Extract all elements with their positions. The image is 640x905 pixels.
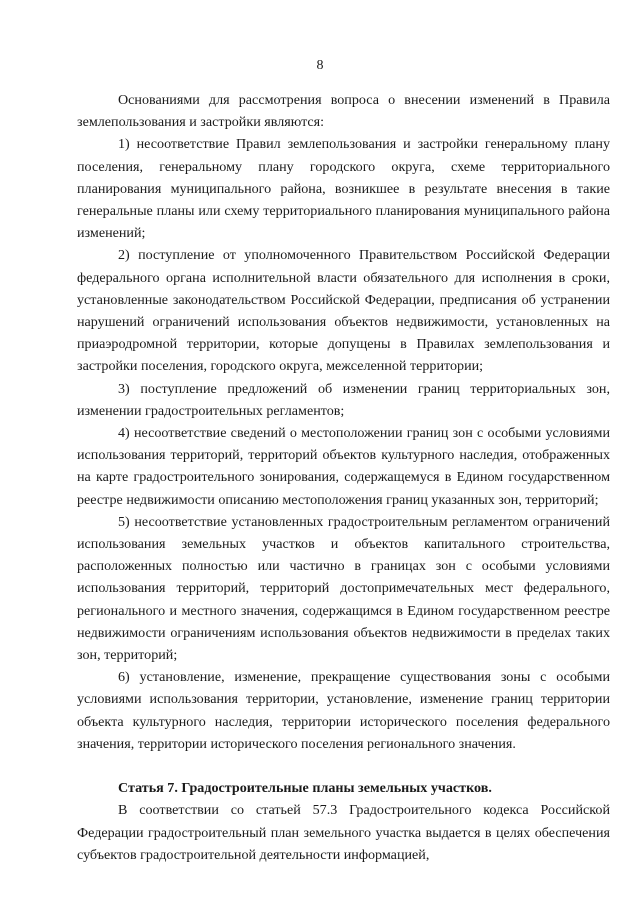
document-body: [77, 89, 610, 866]
section-title: Статья 7. Градостроительные планы земельных участков.: [118, 780, 492, 797]
paragraph-item-6: 6) установление, изменение, прекращение существования зоны с особыми условиями использования территории, установление, изменение границ территории объекта культурного наследия, территории исторического поселения федерального значения, территории исторического поселения регионального значения.: [77, 669, 610, 752]
page-number: 8: [316, 58, 324, 73]
paragraph-item-5: 5) несоответствие установленных градостроительным регламентом ограничений использования земельных участков и объектов капитального строительства, расположенных полностью или частично в границах зон с особыми условиями использования территорий, территорий достопримечательных мест федерального, регионального и местного значения, содержащимся в Едином государственном реестре недвижимости ограничениям использования объектов недвижимости в пределах таких зон, территорий;: [77, 513, 610, 664]
paragraph-item-1: 1) несоответствие Правил землепользования и застройки генеральному плану поселения, генеральному плану городского округа, схеме территориального планирования муниципального района, возникшее в результате внесения в такие генеральные планы или схему территориального планирования муниципального района изменений;: [77, 136, 610, 242]
paragraph-item-3: 3) поступление предложений об изменении границ территориальных зон, изменении градостроительных регламентов;: [77, 380, 610, 419]
paragraph-intro: Основаниями для рассмотрения вопроса о внесении изменений в Правила землепользования и застройки являются:: [77, 92, 610, 131]
paragraph-article-7: В соответствии со статьей 57.3 Градостроительного кодекса Российской Федерации градостроительный план земельного участка выдается в целях обеспечения субъектов градостроительной деятельности информацией,: [77, 802, 610, 863]
paragraph-item-2: 2) поступление от уполномоченного Правительством Российской Федерации федерального органа исполнительной власти обязательного для исполнения в сроки, установленные законодательством Российской Федерации, предписания об устранении нарушений ограничений использования объектов недвижимости, установленных на приаэродромной территории, которые допущены в Правилах землепользования и застройки поселения, городского округа, межселенной территории;: [77, 247, 610, 375]
paragraph-item-4: 4) несоответствие сведений о местоположении границ зон с особыми условиями использования территорий, территорий объектов культурного наследия, отображенных на карте градостроительного зонирования, содержащемуся в Едином государственном реестре недвижимости описанию местоположения границ указанных зон, территорий;: [77, 425, 610, 508]
